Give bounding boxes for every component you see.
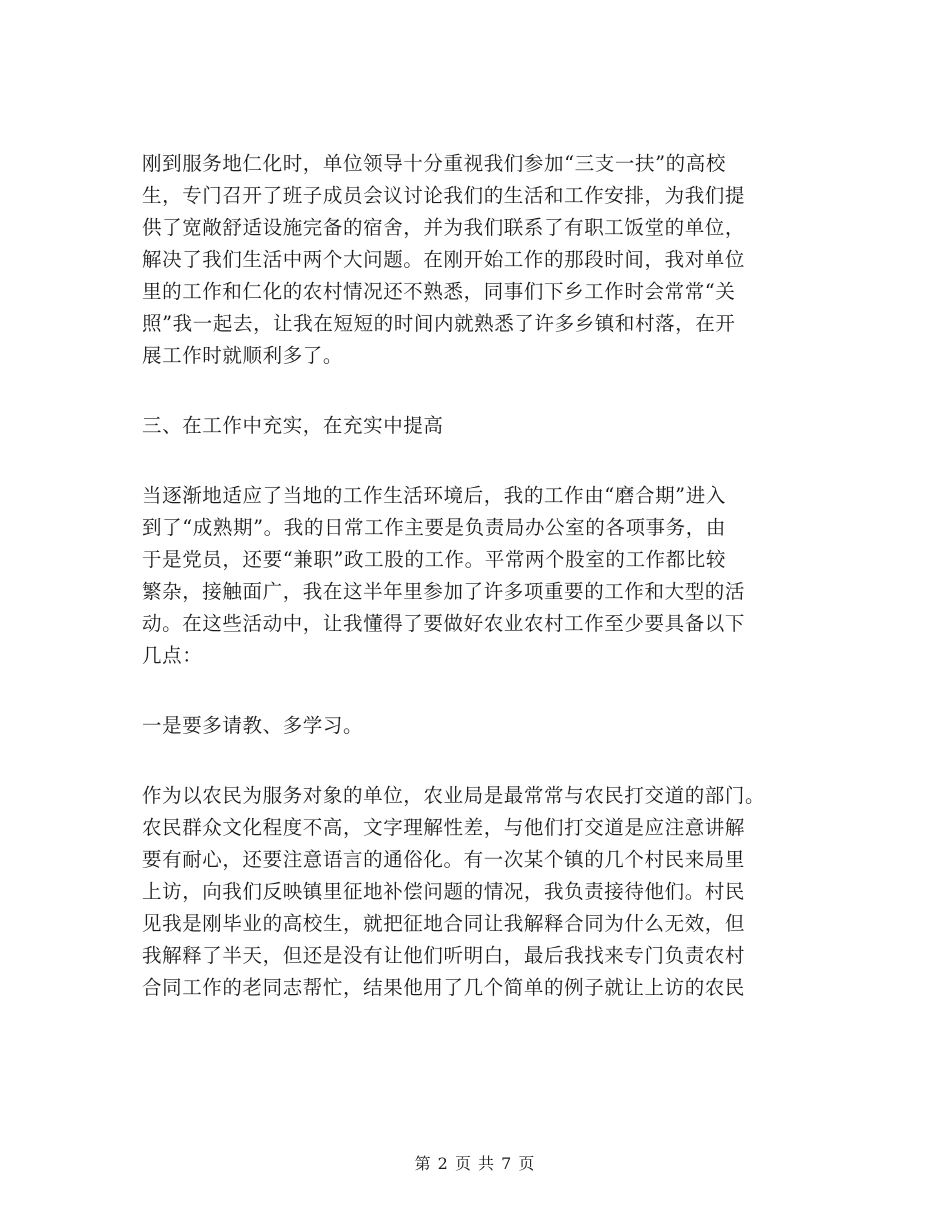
text-line: 当逐渐地适应了当地的工作生活环境后，我的工作由“磨合期”进入 xyxy=(142,484,726,507)
text-line: 合同工作的老同志帮忙，结果他用了几个简单的例子就让上访的农民 xyxy=(142,976,746,999)
text-line: 于是党员，还要“兼职”政工股的工作。平常两个股室的工作都比较 xyxy=(142,548,726,571)
text-line: 解决了我们生活中两个大问题。在刚开始工作的那段时间，我对单位 xyxy=(142,248,746,271)
body-text xyxy=(142,148,812,1004)
text-line: 生，专门召开了班子成员会议讨论我们的生活和工作安排，为我们提 xyxy=(142,184,746,207)
section-heading xyxy=(142,410,812,442)
text-line: 上访，向我们反映镇里征地补偿问题的情况，我负责接待他们。村民 xyxy=(142,880,746,903)
heading-line: 一是要多请教、多学习。 xyxy=(142,714,364,737)
text-line: 展工作时就顺利多了。 xyxy=(142,344,344,367)
paragraph-gap xyxy=(142,442,812,480)
page-footer: 第 2 页 共 7 页 xyxy=(414,1154,536,1173)
paragraph-gap xyxy=(142,672,812,710)
text-line: 农民群众文化程度不高，文字理解性差，与他们打交道是应注意讲解 xyxy=(142,816,746,839)
text-line: 照”我一起去，让我在短短的时间内就熟悉了许多乡镇和村落，在开 xyxy=(142,312,736,335)
paragraph-2 xyxy=(142,480,812,672)
text-line: 动。在这些活动中，让我懂得了要做好农业农村工作至少要具备以下 xyxy=(142,612,746,635)
paragraph-3 xyxy=(142,780,812,1004)
paragraph-gap xyxy=(142,372,812,410)
paragraph-1 xyxy=(142,148,812,372)
text-line: 繁杂，接触面广，我在这半年里参加了许多项重要的工作和大型的活 xyxy=(142,580,746,603)
text-line: 作为以农民为服务对象的单位，农业局是最常常与农民打交道的部门。 xyxy=(142,784,766,807)
text-line: 到了“成熟期”。我的日常工作主要是负责局办公室的各项事务，由 xyxy=(142,516,726,539)
point-heading xyxy=(142,710,812,742)
heading-line: 三、在工作中充实，在充实中提高 xyxy=(142,414,444,437)
paragraph-gap xyxy=(142,742,812,780)
text-line: 刚到服务地仁化时，单位领导十分重视我们参加“三支一扶”的高校 xyxy=(142,152,726,175)
text-line: 见我是刚毕业的高校生，就把征地合同让我解释合同为什么无效，但 xyxy=(142,912,746,935)
text-line: 里的工作和仁化的农村情况还不熟悉，同事们下乡工作时会常常“关 xyxy=(142,280,736,303)
text-line: 我解释了半天，但还是没有让他们听明白，最后我找来专门负责农村 xyxy=(142,944,746,967)
text-line: 要有耐心，还要注意语言的通俗化。有一次某个镇的几个村民来局里 xyxy=(142,848,746,871)
text-line: 几点： xyxy=(142,644,203,667)
text-line: 供了宽敞舒适设施完备的宿舍，并为我们联系了有职工饭堂的单位， xyxy=(142,216,746,239)
